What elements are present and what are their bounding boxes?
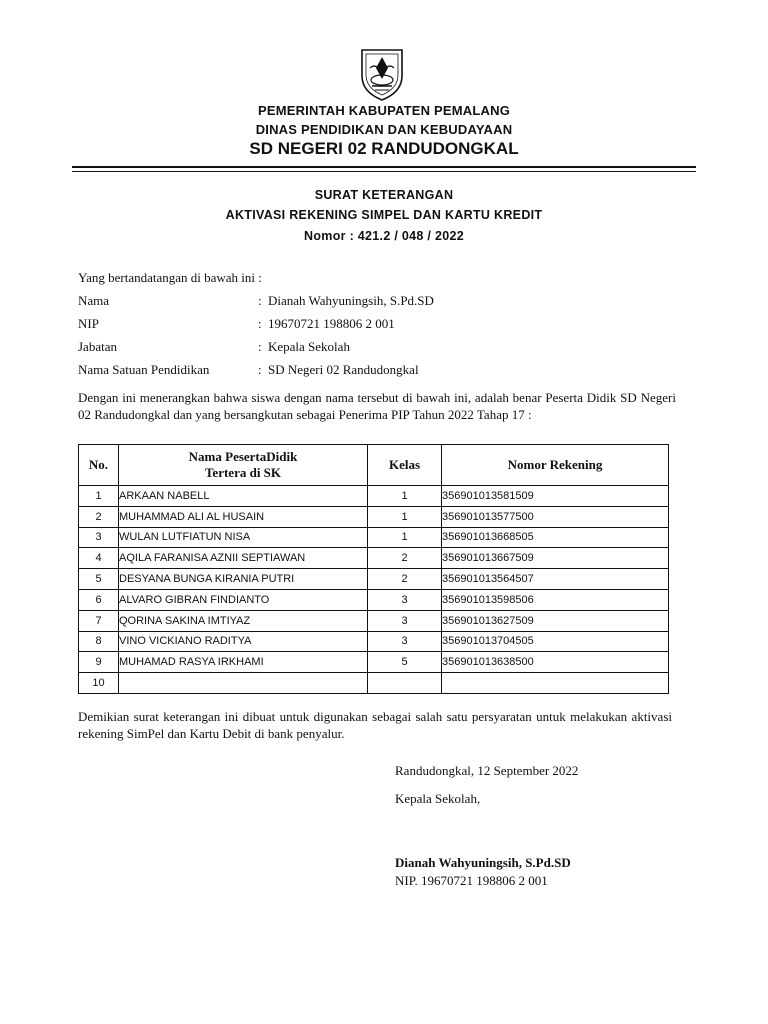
cell-no: 7 (79, 610, 119, 631)
cell-no: 5 (79, 569, 119, 590)
field-value-position: Kepala Sekolah (268, 339, 350, 354)
table-row (79, 486, 669, 507)
cell-no: 2 (79, 506, 119, 527)
field-label-name: Nama (78, 293, 110, 308)
cell-name: MUHAMMAD ALI AL HUSAIN (119, 506, 368, 527)
cell-account: 356901013668505 (442, 527, 669, 548)
cell-class: 3 (368, 610, 442, 631)
table-row (79, 673, 669, 694)
intro-text: Yang bertandatangan di bawah ini : (78, 270, 262, 285)
cell-no: 6 (79, 589, 119, 610)
cell-name: AQILA FARANISA AZNII SEPTIAWAN (119, 548, 368, 569)
field-colon: : (258, 316, 262, 331)
cell-no: 1 (79, 486, 119, 507)
cell-account: 356901013581509 (442, 486, 669, 507)
header-department: DINAS PENDIDIKAN DAN KEBUDAYAAN (255, 122, 513, 137)
table-row (79, 631, 669, 652)
table-row (79, 569, 669, 590)
letter-number: Nomor : 421.2 / 048 / 2022 (304, 229, 464, 243)
table-row (79, 589, 669, 610)
cell-name: MUHAMAD RASYA IRKHAMI (119, 652, 368, 673)
cell-class: 2 (368, 548, 442, 569)
table-row (79, 548, 669, 569)
col-header-class: Kelas (368, 445, 442, 486)
letterhead-rule-thin (72, 171, 696, 172)
cell-class: 3 (368, 631, 442, 652)
cell-account (442, 673, 669, 694)
cell-account: 356901013577500 (442, 506, 669, 527)
cell-class: 3 (368, 589, 442, 610)
field-colon: : (258, 362, 262, 377)
col-header-account: Nomor Rekening (442, 445, 669, 486)
cell-account: 356901013667509 (442, 548, 669, 569)
cell-no: 3 (79, 527, 119, 548)
cell-name: VINO VICKIANO RADITYA (119, 631, 368, 652)
place-date: Randudongkal, 12 September 2022 (395, 763, 579, 778)
field-label-institution: Nama Satuan Pendidikan (78, 362, 210, 377)
field-value-name: Dianah Wahyuningsih, S.Pd.SD (268, 293, 434, 308)
field-colon: : (258, 339, 262, 354)
field-label-position: Jabatan (78, 339, 117, 354)
cell-class: 5 (368, 652, 442, 673)
table-row (79, 610, 669, 631)
student-table (78, 444, 669, 694)
field-value-institution: SD Negeri 02 Randudongkal (268, 362, 419, 377)
letter-title: SURAT KETERANGAN (314, 188, 454, 202)
cell-account: 356901013627509 (442, 610, 669, 631)
cell-no: 4 (79, 548, 119, 569)
table-row (79, 527, 669, 548)
table-row (79, 652, 669, 673)
cell-account: 356901013638500 (442, 652, 669, 673)
cell-no: 9 (79, 652, 119, 673)
field-value-nip: 19670721 198806 2 001 (268, 316, 395, 331)
field-label-nip: NIP (78, 316, 99, 331)
col-header-name (119, 445, 368, 486)
cell-class: 2 (368, 569, 442, 590)
cell-account: 356901013564507 (442, 569, 669, 590)
col-header-no: No. (79, 445, 119, 486)
closing-paragraph: Demikian surat keterangan ini dibuat untuk digunakan sebagai salah satu persyaratan untuk melakukan aktivasi rekening SimPel dan Kartu Debit di bank penyalur. (78, 709, 672, 741)
regency-crest-logo (358, 46, 406, 102)
table-header-row (79, 445, 669, 486)
cell-account: 356901013704505 (442, 631, 669, 652)
signer-nip: NIP. 19670721 198806 2 001 (395, 873, 548, 888)
cell-class: 1 (368, 527, 442, 548)
signer-name: Dianah Wahyuningsih, S.Pd.SD (395, 855, 571, 870)
cell-name: ARKAAN NABELL (119, 486, 368, 507)
cell-class (368, 673, 442, 694)
cell-class: 1 (368, 506, 442, 527)
col-header-name-line1: Nama PesertaDidik (188, 449, 298, 464)
letter-subject: AKTIVASI REKENING SIMPEL DAN KARTU KREDIT (225, 208, 543, 222)
cell-name: DESYANA BUNGA KIRANIA PUTRI (119, 569, 368, 590)
cell-class: 1 (368, 486, 442, 507)
signer-position: Kepala Sekolah, (395, 791, 481, 806)
header-school-name: SD NEGERI 02 RANDUDONGKAL (249, 139, 519, 158)
statement-paragraph: Dengan ini menerangkan bahwa siswa dengan nama tersebut di bawah ini, adalah benar Peserta Didik SD Negeri 02 Randudongkal dan yang bersangkutan sebagai Penerima PIP Tahun 2022 Tahap 17 : (78, 390, 676, 422)
table-row (79, 506, 669, 527)
field-colon: : (258, 293, 262, 308)
cell-name (119, 673, 368, 694)
cell-no: 10 (79, 673, 119, 694)
cell-account: 356901013598506 (442, 589, 669, 610)
cell-name: WULAN LUTFIATUN NISA (119, 527, 368, 548)
cell-name: QORINA SAKINA IMTIYAZ (119, 610, 368, 631)
cell-no: 8 (79, 631, 119, 652)
col-header-name-line2: Tertera di SK (204, 465, 282, 480)
header-government: PEMERINTAH KABUPATEN PEMALANG (257, 103, 511, 118)
cell-name: ALVARO GIBRAN FINDIANTO (119, 589, 368, 610)
letterhead-rule-thick (72, 166, 696, 168)
